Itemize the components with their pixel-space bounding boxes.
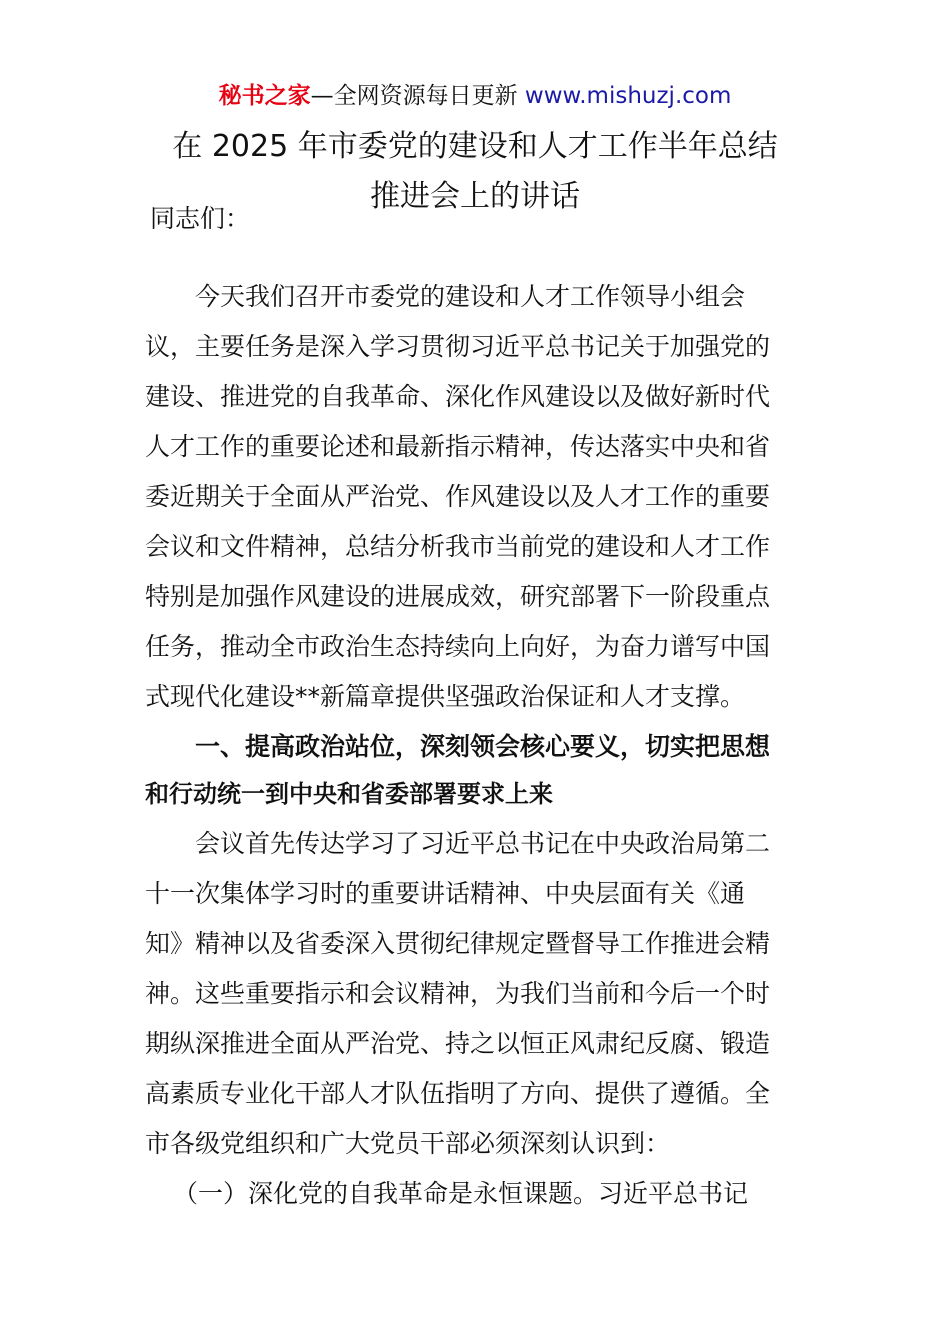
paragraph-line: 期纵深推进全面从严治党、持之以恒正风肃纪反腐、锻造 <box>145 1029 771 1058</box>
paragraph-line: 任务，推动全市政治生态持续向上向好，为奋力谱写中国 <box>145 632 771 661</box>
paragraph-line: 建设、推进党的自我革命、深化作风建设以及做好新时代 <box>145 382 771 411</box>
section-heading-line: 一、提高政治站位，深刻领会核心要义，切实把思想 <box>195 732 771 761</box>
section-heading-line: 和行动统一到中央和省委部署要求上来 <box>145 780 553 808</box>
site-url[interactable]: www.mishuzj.com <box>524 83 732 109</box>
document-title-line-2: 推进会上的讲话 <box>370 179 580 214</box>
paragraph-line: （一）深化党的自我革命是永恒课题。习近平总书记 <box>173 1179 749 1208</box>
salutation: 同志们： <box>150 204 251 233</box>
paragraph-line: 式现代化建设**新篇章提供坚强政治保证和人才支撑。 <box>145 682 746 711</box>
paragraph-line: 会议首先传达学习了习近平总书记在中央政治局第二 <box>195 829 771 858</box>
paragraph-line: 知》精神以及省委深入贯彻纪律规定暨督导工作推进会精 <box>145 929 771 958</box>
paragraph-line: 高素质专业化干部人才队伍指明了方向、提供了遵循。全 <box>145 1079 771 1108</box>
document-title-line-1: 在 2025 年市委党的建设和人才工作半年总结 <box>172 129 778 164</box>
brand-name: 秘书之家 <box>218 83 311 109</box>
paragraph-line: 会议和文件精神，总结分析我市当前党的建设和人才工作 <box>145 532 771 561</box>
paragraph-line: 人才工作的重要论述和最新指示精神，传达落实中央和省 <box>145 432 771 461</box>
paragraph-line: 议，主要任务是深入学习贯彻习近平总书记关于加强党的 <box>145 332 771 361</box>
paragraph-line: 市各级党组织和广大党员干部必须深刻认识到： <box>145 1129 671 1158</box>
paragraph-line: 神。这些重要指示和会议精神，为我们当前和今后一个时 <box>145 979 771 1008</box>
site-header <box>0 80 950 112</box>
paragraph-line: 十一次集体学习时的重要讲话精神、中央层面有关《通 <box>145 879 746 908</box>
paragraph-line: 委近期关于全面从严治党、作风建设以及人才工作的重要 <box>145 482 771 511</box>
paragraph-line: 特别是加强作风建设的进展成效，研究部署下一阶段重点 <box>145 582 771 611</box>
header-tagline: —全网资源每日更新 <box>310 83 518 109</box>
paragraph-line: 今天我们召开市委党的建设和人才工作领导小组会 <box>195 282 746 311</box>
